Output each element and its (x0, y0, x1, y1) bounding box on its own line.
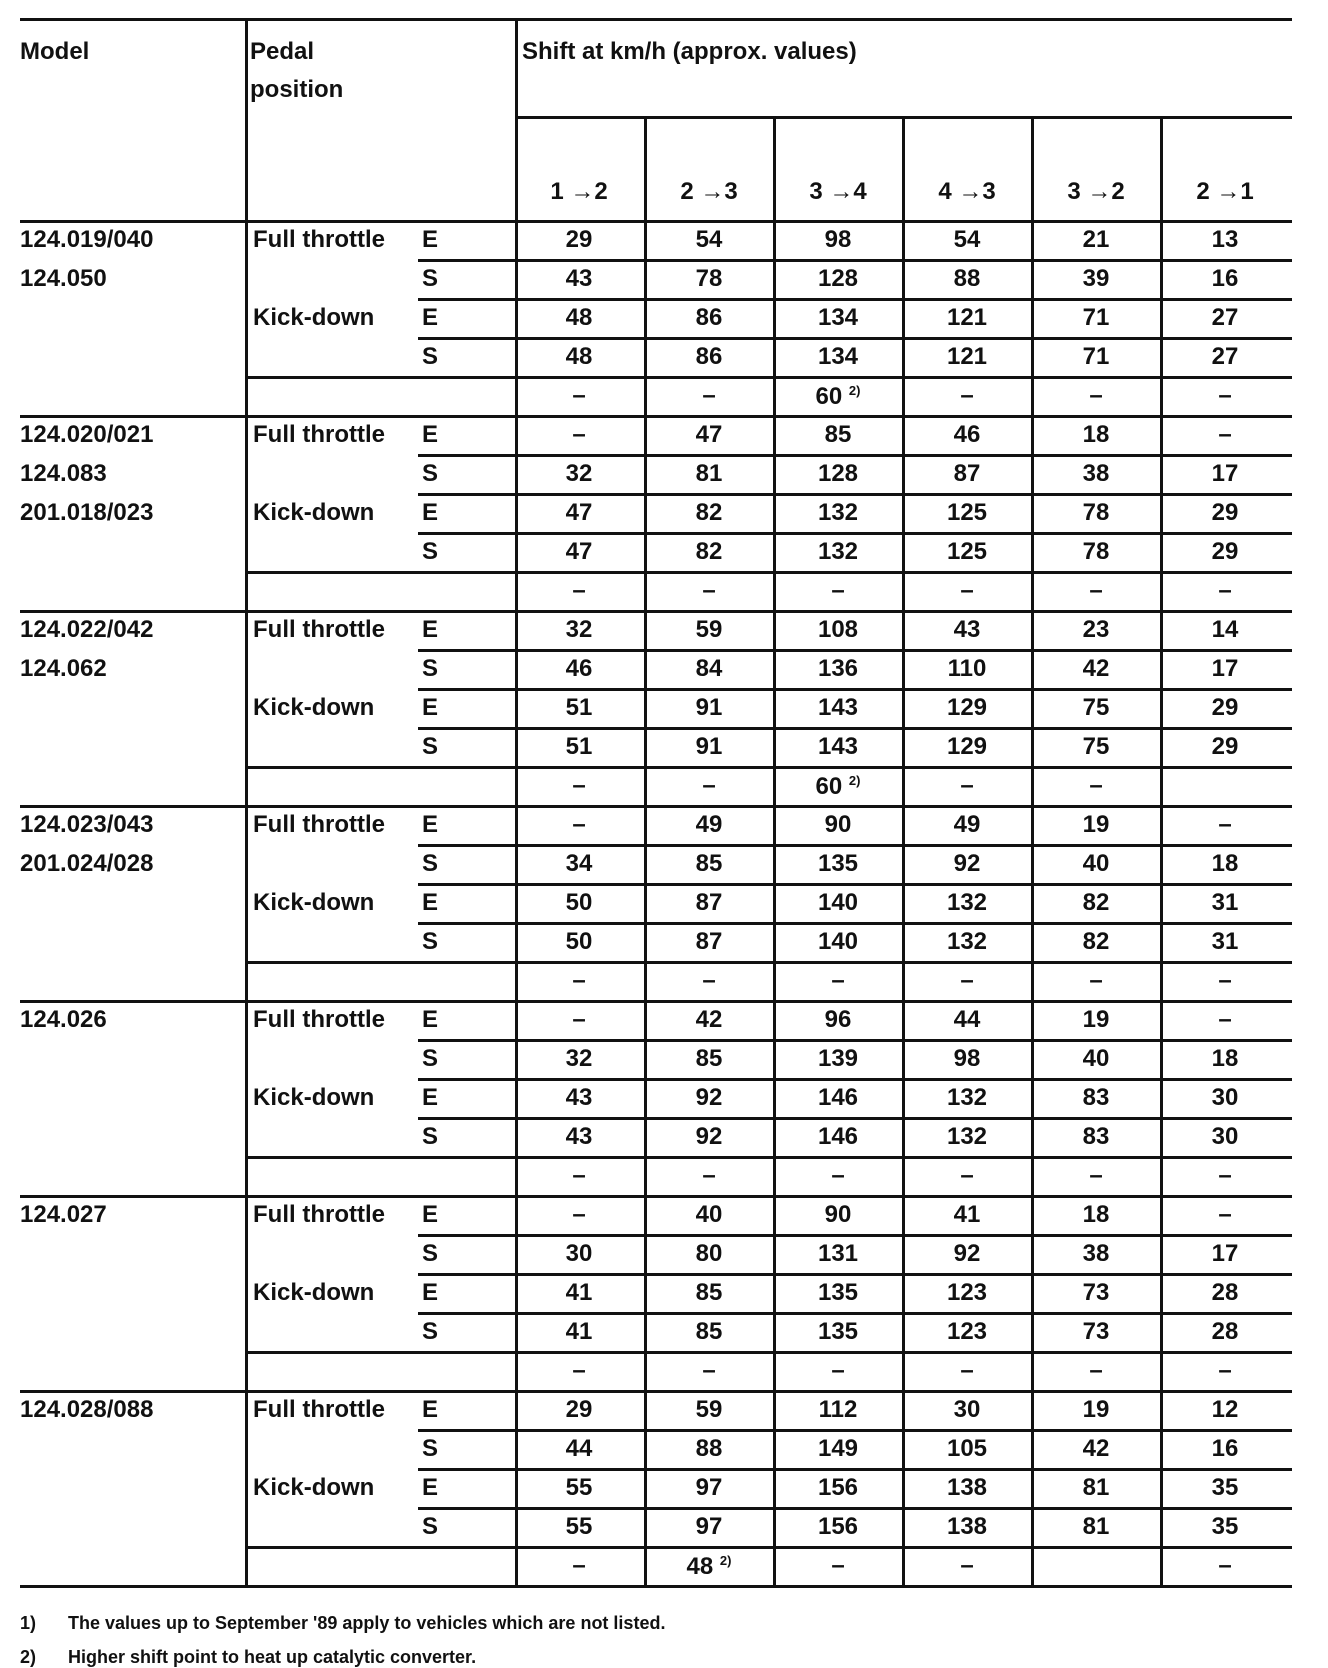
shift-speed-cell: 128 (817, 265, 859, 292)
shift-speed-cell: 112 (818, 1396, 858, 1423)
shift-speed-cell: 82 (1082, 928, 1110, 955)
table-bottom-rule (20, 1585, 1292, 1588)
shift-speed-cell: 30 (953, 1396, 981, 1423)
shift-speed-cell: 23 (1082, 616, 1110, 643)
shift-speed-cell: 17 (1211, 1240, 1239, 1267)
shift-speed-cell: 14 (1211, 616, 1239, 643)
pedal-rule (245, 1351, 418, 1354)
shift-speed-cell: 32 (565, 1045, 593, 1072)
shift-speed-cell: – (1218, 1162, 1232, 1189)
shift-speed-cell: 143 (817, 694, 859, 721)
shift-speed-cell: 39 (1082, 265, 1110, 292)
shift-speed-cell: 59 (695, 616, 723, 643)
shift-speed-cell: 78 (1082, 499, 1110, 526)
model-name: 124.022/042 (20, 616, 154, 643)
shift-speed-cell: – (960, 1357, 974, 1384)
shift-speed-cell: 90 (824, 1201, 852, 1228)
program-mode: E (422, 1201, 439, 1228)
shift-speed-cell: – (702, 1162, 716, 1189)
group-rule (20, 1000, 1292, 1003)
shift-speed-cell: 16 (1211, 265, 1239, 292)
shift-speed-cell: 87 (695, 928, 723, 955)
shift-speed-cell: 140 (817, 889, 859, 916)
shift-speed-cell: 71 (1082, 304, 1110, 331)
shift-speed-cell: 75 (1082, 733, 1110, 760)
shift-speed-cell: – (960, 382, 974, 409)
model-name: 124.083 (20, 460, 107, 487)
shift-speed-cell: 18 (1211, 850, 1239, 877)
shift-speed-cell: 19 (1082, 1006, 1110, 1033)
shift-speed-cell: 29 (565, 226, 593, 253)
shift-speed-cell: 121 (946, 304, 988, 331)
value-column-divider (773, 116, 776, 1585)
shift-speed-cell: 73 (1082, 1279, 1110, 1306)
model-name: 124.023/043 (20, 811, 154, 838)
pedal-position: Full throttle (253, 616, 385, 643)
shift-speed-cell: – (572, 967, 586, 994)
pedal-rule (245, 376, 418, 379)
shift-speed-cell: 123 (946, 1279, 988, 1306)
program-mode: S (422, 538, 439, 565)
header-column-4: 4 →3 (938, 178, 996, 205)
shift-speed-cell: 48 (565, 343, 593, 370)
shift-speed-cell: 42 (695, 1006, 723, 1033)
shift-speed-cell: 88 (695, 1435, 723, 1462)
shift-speed-cell: 83 (1082, 1084, 1110, 1111)
shift-speed-cell: – (572, 421, 586, 448)
shift-speed-cell: 84 (695, 655, 723, 682)
shift-speed-cell: 92 (695, 1084, 723, 1111)
shift-speed-cell: 146 (817, 1084, 859, 1111)
program-mode: S (422, 460, 439, 487)
shift-speed-cell: 29 (1211, 538, 1239, 565)
program-mode: E (422, 421, 439, 448)
shift-speed-cell: 78 (695, 265, 723, 292)
shift-speed-cell: – (1089, 382, 1103, 409)
shift-speed-cell: 34 (565, 850, 593, 877)
shift-speed-cell: 91 (695, 694, 723, 721)
shift-speed-cell: 29 (565, 1396, 593, 1423)
program-mode: S (422, 1045, 439, 1072)
shift-speed-cell: 27 (1211, 343, 1239, 370)
program-mode: E (422, 1279, 439, 1306)
shift-speed-cell: 31 (1211, 928, 1239, 955)
shift-speed-cell: 132 (946, 928, 988, 955)
header-pedal: Pedal (250, 38, 315, 65)
shift-speed-cell: 55 (565, 1474, 593, 1501)
shift-speed-cell: 44 (565, 1435, 593, 1462)
shift-speed-cell: 129 (946, 694, 988, 721)
header-column-1: 1 →2 (550, 178, 608, 205)
shift-speed-cell: 17 (1211, 460, 1239, 487)
shift-speed-cell: 110 (947, 655, 987, 682)
program-mode: E (422, 1084, 439, 1111)
shift-speed-cell: 40 (1082, 1045, 1110, 1072)
group-rule (20, 415, 1292, 418)
shift-speed-cell: 41 (565, 1279, 593, 1306)
shift-speed-cell: – (1089, 772, 1103, 799)
shift-speed-cell: 35 (1211, 1513, 1239, 1540)
group-rule (20, 1390, 1292, 1393)
shift-speed-cell: – (960, 772, 974, 799)
shift-speed-cell: 143 (817, 733, 859, 760)
shift-speed-cell: 30 (565, 1240, 593, 1267)
shift-speed-cell: 92 (953, 1240, 981, 1267)
shift-speed-cell: 19 (1082, 1396, 1110, 1423)
program-mode: S (422, 928, 439, 955)
shift-speed-cell: 85 (695, 850, 723, 877)
shift-speed-cell: 81 (695, 460, 723, 487)
shift-speed-cell: 55 (565, 1513, 593, 1540)
shift-speed-cell: 50 (565, 928, 593, 955)
program-mode: E (422, 1396, 439, 1423)
pedal-position: Full throttle (253, 811, 385, 838)
header-bottom-rule (20, 220, 1292, 223)
model-name: 124.027 (20, 1201, 107, 1228)
shift-speed-cell: 43 (565, 1123, 593, 1150)
shift-speed-cell: 134 (817, 343, 859, 370)
shift-speed-cell: – (572, 1162, 586, 1189)
pedal-position: Kick-down (253, 694, 375, 721)
shift-speed-cell: – (572, 1006, 586, 1033)
shift-speed-cell: – (831, 1162, 845, 1189)
shift-speed-cell: 40 (1082, 850, 1110, 877)
shift-speed-cell: – (1218, 811, 1232, 838)
shift-speed-cell: 85 (824, 421, 852, 448)
shift-speed-cell: 47 (565, 499, 593, 526)
shift-speed-cell: 44 (953, 1006, 981, 1033)
shift-speed-cell: 18 (1211, 1045, 1239, 1072)
shift-speed-cell: 59 (695, 1396, 723, 1423)
shift-speed-cell: 75 (1082, 694, 1110, 721)
shift-speed-cell: 132 (946, 1123, 988, 1150)
program-mode: E (422, 1006, 439, 1033)
shift-speed-cell: 85 (695, 1279, 723, 1306)
shift-speed-cell: 90 (824, 811, 852, 838)
value-column-divider (1031, 116, 1034, 1585)
program-mode: S (422, 1318, 439, 1345)
shift-speed-cell: 156 (817, 1513, 859, 1540)
shift-speed-cell: – (702, 577, 716, 604)
shift-speed-cell: 19 (1082, 811, 1110, 838)
shift-speed-cell: – (1218, 1552, 1232, 1579)
pedal-position: Full throttle (253, 1006, 385, 1033)
shift-speed-cell: 48 (565, 304, 593, 331)
program-mode: E (422, 499, 439, 526)
pedal-rule (245, 961, 418, 964)
shift-speed-cell: 86 (695, 304, 723, 331)
shift-speed-cell: 54 (953, 226, 981, 253)
shift-speed-cell: – (960, 1162, 974, 1189)
program-mode: E (422, 226, 439, 253)
shift-speed-cell: 128 (817, 460, 859, 487)
program-mode: S (422, 1123, 439, 1150)
shift-speed-cell: 18 (1082, 421, 1110, 448)
shift-speed-cell: 71 (1082, 343, 1110, 370)
shift-speed-cell: 83 (1082, 1123, 1110, 1150)
shift-speed-cell: 30 (1211, 1084, 1239, 1111)
shift-speed-cell: 82 (1082, 889, 1110, 916)
model-name: 124.050 (20, 265, 107, 292)
shift-speed-cell: 46 (953, 421, 981, 448)
shift-speed-cell: 50 (565, 889, 593, 916)
shift-speed-cell: 132 (817, 538, 859, 565)
shift-speed-cell: 136 (817, 655, 859, 682)
pedal-position: Kick-down (253, 1084, 375, 1111)
shift-speed-cell: – (572, 772, 586, 799)
shift-speed-cell: 131 (817, 1240, 859, 1267)
shift-speed-cell: 28 (1211, 1279, 1239, 1306)
shift-speed-cell: 43 (565, 265, 593, 292)
shift-speed-cell: 108 (817, 616, 859, 643)
model-name: 124.062 (20, 655, 107, 682)
shift-speed-cell: 31 (1211, 889, 1239, 916)
shift-speed-cell: 17 (1211, 655, 1239, 682)
pedal-rule (245, 1546, 418, 1549)
group-rule (20, 1195, 1292, 1198)
header-column-6: 2 →1 (1196, 178, 1254, 205)
pedal-rule (245, 571, 418, 574)
shift-speed-cell: 98 (953, 1045, 981, 1072)
shift-speed-cell: 41 (953, 1201, 981, 1228)
program-mode: E (422, 889, 439, 916)
footnote-mark: 2) (20, 1647, 37, 1667)
shift-speed-cell: 97 (695, 1474, 723, 1501)
pedal-position: Kick-down (253, 304, 375, 331)
shift-speed-cell: 13 (1211, 226, 1239, 253)
shift-speed-cell: – (1218, 382, 1232, 409)
shift-speed-cell: 32 (565, 616, 593, 643)
shift-speed-cell: 132 (817, 499, 859, 526)
shift-speed-cell: 21 (1082, 226, 1110, 253)
shift-speed-cell: 60 $^{2)}$ (815, 383, 861, 410)
pedal-rule (245, 766, 418, 769)
shift-speed-cell: 12 (1211, 1396, 1239, 1423)
pedal-position: Full throttle (253, 1201, 385, 1228)
shift-speed-cell: 135 (817, 1318, 859, 1345)
shift-speed-cell: 82 (695, 538, 723, 565)
model-name: 201.024/028 (20, 850, 154, 877)
shift-speed-cell: 121 (946, 343, 988, 370)
shift-speed-cell: – (702, 1357, 716, 1384)
program-mode: S (422, 1513, 439, 1540)
shift-speed-cell: – (1218, 577, 1232, 604)
model-name: 124.026 (20, 1006, 107, 1033)
footnote-mark: 1) (20, 1613, 37, 1633)
shift-speed-cell: 18 (1082, 1201, 1110, 1228)
program-mode: E (422, 1474, 439, 1501)
shift-speed-cell: – (1089, 967, 1103, 994)
program-mode: E (422, 811, 439, 838)
header-column-3: 3 →4 (809, 178, 867, 205)
shift-speed-cell: – (1218, 1201, 1232, 1228)
shift-speed-cell: 46 (565, 655, 593, 682)
shift-speed-cell: – (1089, 1162, 1103, 1189)
shift-speed-cell: 105 (946, 1435, 988, 1462)
shift-speed-cell: 48 $^{2)}$ (686, 1553, 732, 1580)
shift-speed-cell: 73 (1082, 1318, 1110, 1345)
shift-speed-cell: 87 (695, 889, 723, 916)
shift-speed-cell: 38 (1082, 460, 1110, 487)
group-rule (20, 610, 1292, 613)
footnote-text: The values up to September '89 apply to vehicles which are not listed. (68, 1613, 666, 1633)
shift-speed-cell: 49 (695, 811, 723, 838)
shift-speed-cell: 132 (946, 889, 988, 916)
shift-speed-cell: 82 (695, 499, 723, 526)
pedal-rule (245, 1156, 418, 1159)
shift-speed-cell: 132 (946, 1084, 988, 1111)
shift-speed-cell: 139 (817, 1045, 859, 1072)
shift-speed-cell: – (572, 382, 586, 409)
model-name: 124.019/040 (20, 226, 154, 253)
model-name: 201.018/023 (20, 499, 154, 526)
shift-speed-cell: 29 (1211, 499, 1239, 526)
shift-speed-cell: 42 (1082, 655, 1110, 682)
shift-speed-cell: – (831, 1552, 845, 1579)
shift-speed-cell: 29 (1211, 733, 1239, 760)
shift-speed-cell: 29 (1211, 694, 1239, 721)
model-name: 124.020/021 (20, 421, 154, 448)
shift-speed-cell: 43 (953, 616, 981, 643)
shift-speed-cell: – (1089, 577, 1103, 604)
shift-speed-cell: 134 (817, 304, 859, 331)
shift-speed-cell: 129 (946, 733, 988, 760)
program-mode: S (422, 733, 439, 760)
shift-speed-cell: 149 (817, 1435, 859, 1462)
program-mode: S (422, 265, 439, 292)
shift-speed-cell: 97 (695, 1513, 723, 1540)
header-model: Model (20, 38, 90, 65)
program-mode: S (422, 655, 439, 682)
shift-speed-cell: – (572, 811, 586, 838)
value-column-divider (1160, 116, 1163, 1585)
shift-speed-cell: 135 (817, 1279, 859, 1306)
shift-speed-cell: 60 $^{2)}$ (815, 773, 861, 800)
shift-speed-cell: 87 (953, 460, 981, 487)
shift-speed-cell: 40 (695, 1201, 723, 1228)
shift-speed-cell: – (572, 1201, 586, 1228)
shift-speed-cell: 42 (1082, 1435, 1110, 1462)
shift-speed-cell: 146 (817, 1123, 859, 1150)
shift-speed-cell: 43 (565, 1084, 593, 1111)
shift-speed-cell: – (960, 577, 974, 604)
header-pedal: position (250, 76, 344, 103)
shift-speed-cell: 88 (953, 265, 981, 292)
header-column-2: 2 →3 (680, 178, 738, 205)
shift-speed-cell: – (702, 772, 716, 799)
shift-speed-cell: 16 (1211, 1435, 1239, 1462)
value-column-divider (902, 116, 905, 1585)
shift-speed-cell: – (1218, 967, 1232, 994)
program-mode: S (422, 1435, 439, 1462)
program-mode: E (422, 304, 439, 331)
shift-speed-cell: 49 (953, 811, 981, 838)
shift-speed-cell: – (1218, 421, 1232, 448)
shift-speed-cell: – (831, 577, 845, 604)
shift-speed-cell: – (960, 1552, 974, 1579)
shift-speed-cell: – (1089, 1357, 1103, 1384)
values-column-line (515, 18, 518, 1585)
program-mode: S (422, 850, 439, 877)
shift-speed-cell: – (572, 1357, 586, 1384)
shift-speed-cell: – (572, 577, 586, 604)
shift-speed-cell: 140 (817, 928, 859, 955)
shift-speed-cell: 135 (817, 850, 859, 877)
pedal-position: Full throttle (253, 1396, 385, 1423)
pedal-column-line (245, 18, 248, 1585)
shift-speed-cell: 91 (695, 733, 723, 760)
shift-speed-cell: – (831, 967, 845, 994)
pedal-position: Kick-down (253, 1474, 375, 1501)
shift-speed-cell: 156 (817, 1474, 859, 1501)
shift-speed-cell: 28 (1211, 1318, 1239, 1345)
shift-speed-cell: 27 (1211, 304, 1239, 331)
shift-speed-cell: 32 (565, 460, 593, 487)
header-shift: Shift at km/h (approx. values) (522, 38, 857, 65)
shift-speed-cell: 78 (1082, 538, 1110, 565)
shift-speed-cell: 51 (565, 733, 593, 760)
shift-speed-cell: 98 (824, 226, 852, 253)
shift-speed-cell: 86 (695, 343, 723, 370)
shift-speed-cell: 41 (565, 1318, 593, 1345)
shift-speed-cell: 138 (946, 1474, 988, 1501)
shift-speed-cell: 85 (695, 1318, 723, 1345)
shift-speed-cell: 81 (1082, 1513, 1110, 1540)
shift-speed-cell: 81 (1082, 1474, 1110, 1501)
shift-speed-cell: – (702, 382, 716, 409)
shift-speed-cell: 47 (565, 538, 593, 565)
program-mode: E (422, 616, 439, 643)
pedal-position: Kick-down (253, 499, 375, 526)
shift-speed-cell: 125 (946, 499, 988, 526)
value-column-divider (644, 116, 647, 1585)
shift-speed-cell: 96 (824, 1006, 852, 1033)
pedal-position: Kick-down (253, 889, 375, 916)
footnote-text: Higher shift point to heat up catalytic converter. (68, 1647, 477, 1667)
shift-speed-cell: – (960, 967, 974, 994)
program-mode: E (422, 694, 439, 721)
shift-speed-cell: – (702, 967, 716, 994)
pedal-position: Kick-down (253, 1279, 375, 1306)
program-mode: S (422, 1240, 439, 1267)
group-rule (20, 805, 1292, 808)
shift-speed-cell: – (1218, 1006, 1232, 1033)
shift-speed-cell: 92 (953, 850, 981, 877)
table-top-rule (20, 18, 1292, 21)
shift-speed-cell: 138 (946, 1513, 988, 1540)
shift-speed-cell: 123 (946, 1318, 988, 1345)
shift-speed-cell: – (572, 1552, 586, 1579)
shift-speed-cell: – (1218, 1357, 1232, 1384)
shift-speed-cell: – (831, 1357, 845, 1384)
model-name: 124.028/088 (20, 1396, 154, 1423)
shift-speed-cell: 38 (1082, 1240, 1110, 1267)
shift-speed-cell: 51 (565, 694, 593, 721)
shift-speed-cell: 47 (695, 421, 723, 448)
pedal-position: Full throttle (253, 421, 385, 448)
header-column-5: 3 →2 (1067, 178, 1125, 205)
shift-speed-cell: 35 (1211, 1474, 1239, 1501)
shift-speed-cell: 30 (1211, 1123, 1239, 1150)
shift-speed-cell: 80 (695, 1240, 723, 1267)
shift-speed-cell: 92 (695, 1123, 723, 1150)
shift-speed-cell: 54 (695, 226, 723, 253)
shift-speed-cell: 85 (695, 1045, 723, 1072)
program-mode: S (422, 343, 439, 370)
pedal-position: Full throttle (253, 226, 385, 253)
shift-speed-cell: 125 (946, 538, 988, 565)
